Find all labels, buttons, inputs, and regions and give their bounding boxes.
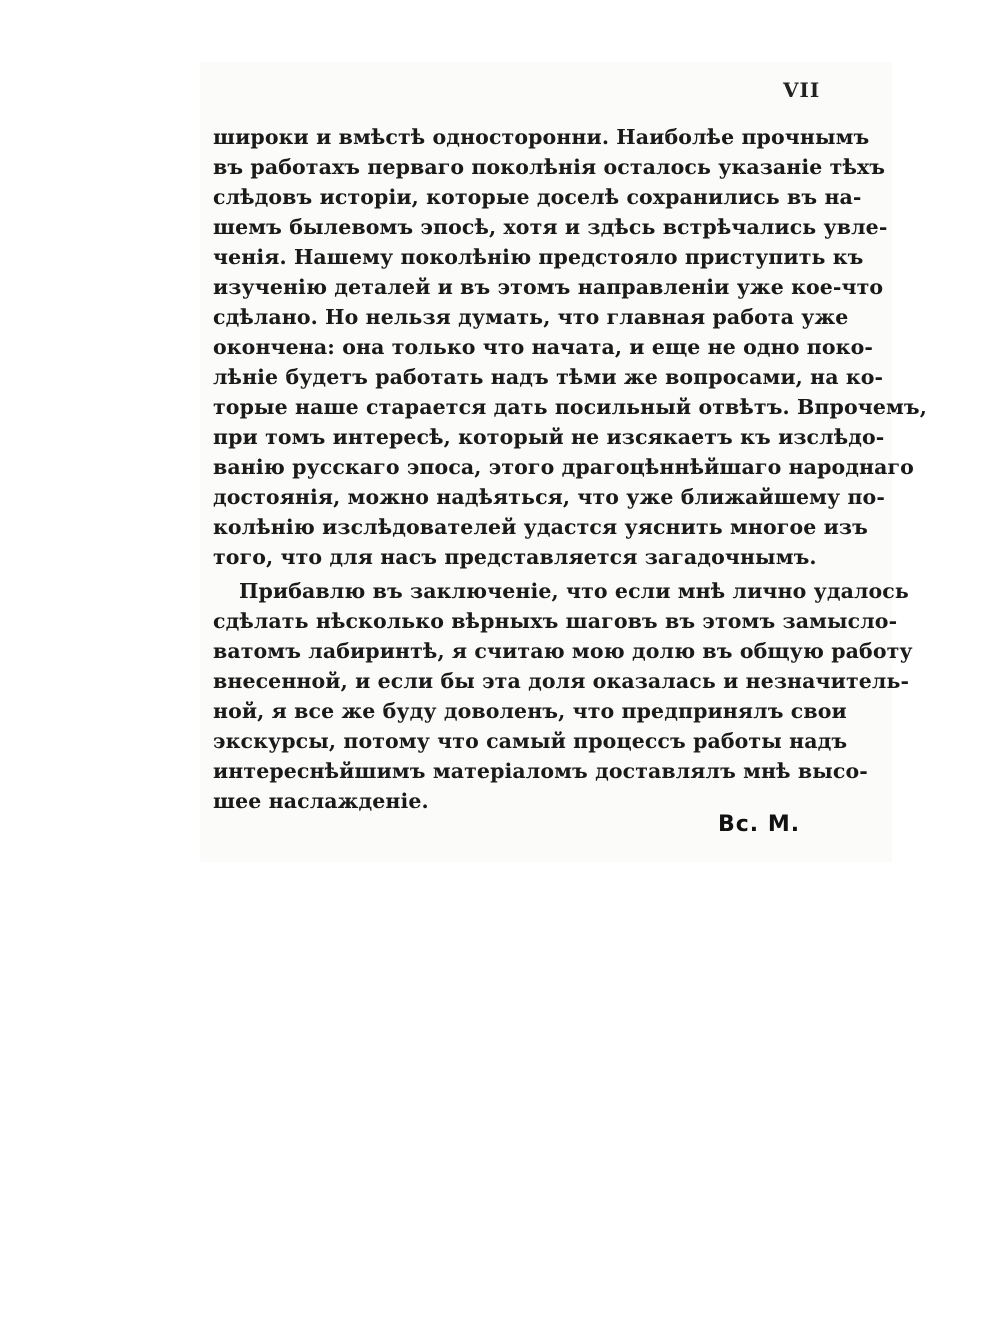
text-line: достоянія, можно надѣяться, что уже ближайшему по- — [213, 485, 885, 509]
body-text — [213, 122, 927, 816]
text-line: шее наслажденіе. — [213, 789, 429, 813]
text-line: того, что для насъ представляется загадочнымъ. — [213, 545, 817, 569]
text-line: при томъ интересѣ, который не изсякаетъ къ изслѣдо- — [213, 425, 885, 449]
paragraph-1 — [213, 122, 927, 572]
text-line: экскурсы, потому что самый процессъ работы надъ — [213, 729, 848, 753]
text-line: интереснѣйшимъ матеріаломъ доставлялъ мнѣ высо- — [213, 759, 868, 783]
text-line: ванію русскаго эпоса, этого драгоцѣннѣйшаго народнаго — [213, 455, 914, 479]
text-line: внесенной, и если бы эта доля оказалась и незначитель- — [213, 669, 910, 693]
text-line: Прибавлю въ заключеніе, что если мнѣ лично удалось — [239, 579, 909, 603]
text-line: ной, я все же буду доволенъ, что предпринялъ свои — [213, 699, 847, 723]
text-line: ватомъ лабиринтѣ, я считаю мою долю въ общую работу — [213, 639, 913, 663]
text-line: слѣдовъ исторіи, которые доселѣ сохранились въ на- — [213, 185, 862, 209]
text-line: ченія. Нашему поколѣнію предстояло приступить къ — [213, 245, 864, 269]
page-number: VII — [783, 78, 821, 102]
text-line: широки и вмѣстѣ односторонни. Наиболѣе прочнымъ — [213, 125, 870, 149]
text-line: сдѣлано. Но нельзя думать, что главная работа уже — [213, 305, 849, 329]
text-line: въ работахъ перваго поколѣнія осталось указаніе тѣхъ — [213, 155, 886, 179]
text-line: колѣнію изслѣдователей удастся уяснить многое изъ — [213, 515, 868, 539]
author-signature: Вс. М. — [718, 812, 801, 837]
text-line: лѣніе будетъ работать надъ тѣми же вопросами, на ко- — [213, 365, 884, 389]
text-line: изученію деталей и въ этомъ направленіи уже кое-что — [213, 275, 884, 299]
text-line: сдѣлать нѣсколько вѣрныхъ шаговъ въ этомъ замысло- — [213, 609, 898, 633]
text-line: торые наше старается дать посильный отвѣтъ. Впрочемъ, — [213, 395, 927, 419]
text-line: окончена: она только что начата, и еще не одно поко- — [213, 335, 873, 359]
text-line: шемъ былевомъ эпосѣ, хотя и здѣсь встрѣчались увле- — [213, 215, 888, 239]
paragraph-2 — [213, 576, 913, 816]
